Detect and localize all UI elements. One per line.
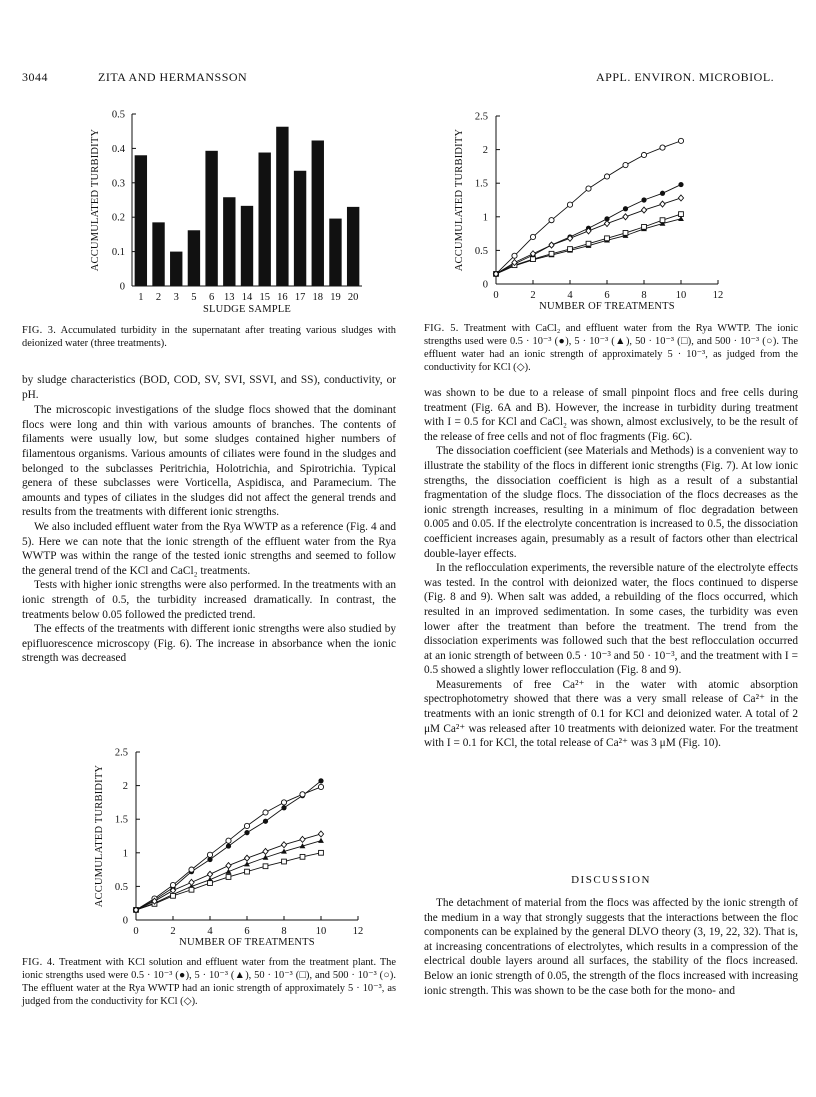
fig5-point-open-diamond [678,195,683,201]
running-journal: APPL. ENVIRON. MICROBIOL. [596,70,775,84]
discussion-paragraph: The detachment of material from the flocs was affected by the ionic strength of the medium in a way that strongly suggests that the interactions between the floc components can be explained by the general DLVO theory (3, 19, 22, 32). That is, at increasing concentrations of electrolytes, which results in a compression of the electrical double layers around all surfaces, the stability of the flocs increased. Below an ionic strength of 0.05, the strength of the flocs increased with increasing ionic strength. This was shown to be the case both for the mono- and [424,897,798,997]
fig5-line-chart [448,108,738,318]
fig3-caption-text: Accumulated turbidity in the supernatant after treating various sludges with deionized water (three treatments). [22,325,396,349]
fig4-x-tick-label: 8 [281,926,287,937]
fig4-point-filled-circle [263,819,268,824]
fig5-x-tick-label: 8 [641,290,647,301]
fig5-point-open-square [531,257,536,262]
fig5-point-filled-circle [623,206,628,211]
fig3-caption [22,324,396,350]
right-paragraph-4: Measurements of free Ca²⁺ in the water with atomic absorption spectrophotometry showed that there was a very small release of Ca²⁺ in the treatments with an ionic strength of 0.1 for KCl and deionized water. A total of 2 μM Ca²⁺ was released after 10 treatments with deionized water. For the treatment with I = 0.1 for KCl, the total release of Ca²⁺ was 3 μM (Fig. 10). [424,678,798,750]
fig4-y-tick-label: 0 [122,915,128,927]
fig5-point-filled-circle [678,182,683,187]
fig3-x-tick-label: 17 [294,292,306,303]
fig3-x-tick-label: 15 [259,292,270,303]
fig5-point-open-circle [530,234,535,239]
fig3-x-tick-label: 16 [277,292,288,303]
fig4-point-open-square [226,875,231,880]
fig4-point-open-diamond [318,831,323,837]
fig4-point-filled-circle [226,843,231,848]
left-column-text [22,373,396,666]
fig5-point-open-circle [567,202,572,207]
fig3-x-tick-label: 13 [224,292,235,303]
fig4-line-chart [88,744,378,949]
fig4-y-tick-label: 0.5 [114,881,128,893]
fig4-point-open-square [171,893,176,898]
fig3-y-tick-label: 0.4 [111,143,125,155]
fig4-point-open-circle [189,867,194,872]
fig5-x-axis-label: NUMBER OF TREATMENTS [539,301,675,312]
fig5-y-tick-label: 0.5 [474,245,488,257]
page-number: 3044 [22,70,48,84]
right-paragraph-3: In the reflocculation experiments, the reversible nature of the electrolyte effects was tested. In the control with deionized water, the flocs continued to disperse (Fig. 8 and 9). When salt was added, a rebuilding of the flocs occurred, which resulted in an improved sedimentation. In some cases, the turbidity was even lower after the treatment than before the treatment. The trend from the dissociation experiments was followed such that the best reflocculation occurred at an ionic strength of between 0.5 · 10⁻³ and 50 · 10⁻³, and the treatment with I = 0.5 showed a slightly lower reflocculation (Fig. 8 and 9). [424,562,798,677]
fig4-x-tick-label: 4 [207,926,213,937]
fig4-caption [22,956,396,1008]
fig3-y-tick-label: 0.2 [111,212,125,224]
fig5-point-open-circle [549,218,554,223]
fig5-x-tick-label: 6 [604,290,610,301]
fig3-bar-2 [152,222,164,286]
fig5-point-open-diamond [623,214,628,220]
fig5-y-tick-label: 2.5 [474,111,488,123]
fig4-point-open-square [189,887,194,892]
fig5-point-open-square [568,247,573,252]
fig3-bar-19 [329,219,341,286]
fig3-bar-13 [223,197,235,286]
fig5-point-open-square [679,212,684,217]
fig5-x-tick-label: 0 [493,290,499,301]
fig5-point-filled-circle [641,197,646,202]
fig4-point-open-circle [244,823,249,828]
fig5-x-tick-label: 10 [675,290,687,301]
discussion-text [424,896,798,998]
fig5-point-open-circle [678,138,683,143]
fig5-y-axis-label: ACCUMULATED TURBIDITY [454,128,465,272]
fig4-point-open-diamond [244,855,249,861]
fig4-point-filled-triangle [318,838,324,843]
fig3-bar-chart [82,102,382,320]
fig5-caption [424,322,798,374]
fig3-y-tick-label: 0.3 [111,178,125,190]
fig4-point-open-circle [300,792,305,797]
fig5-y-tick-label: 2 [482,145,488,157]
fig3-bar-15 [259,153,271,286]
fig5-point-open-square [623,231,628,236]
fig5-point-open-square [549,251,554,256]
fig4-x-tick-label: 0 [133,926,139,937]
left-paragraph-3: We also included effluent water from the Rya WWTP as a reference (Fig. 4 and 5). Here we can note that the ionic strength of the effluent water from the Rya WWTP was within the range of the tested ionic strengths and seemed to follow the general trend of the KCl and CaCl₂ treatments. [22,520,396,577]
fig5-point-open-square [660,218,665,223]
fig5-x-tick-label: 2 [530,290,536,301]
fig5-point-open-square [586,241,591,246]
fig5-caption-label: FIG. 5. [424,323,459,334]
fig3-bar-18 [312,140,324,286]
discussion-heading: DISCUSSION [571,874,651,886]
fig4-point-open-square [208,881,213,886]
fig3-bar-6 [205,151,217,286]
fig5-point-open-circle [660,145,665,150]
fig4-point-open-diamond [281,842,286,848]
fig3-y-tick-label: 0.5 [111,109,125,121]
fig5-point-open-diamond [604,221,609,227]
fig4-point-open-circle [318,784,323,789]
left-paragraph-4: Tests with higher ionic strengths were also performed. In the treatments with an ionic strength of 0.5, the turbidity increased dramatically. In contrast, the treatments below 0.05 followed the predicted trend. [22,579,396,621]
fig4-series-line-open-square [136,853,321,910]
fig3-y-tick-label: 0.1 [111,247,125,259]
fig3-x-tick-label: 5 [191,292,197,303]
fig4-point-open-diamond [207,871,212,877]
fig4-point-open-square [245,869,250,874]
left-paragraph-2: The microscopic investigations of the sludge flocs showed that the dominant flocs were long and thin with various amounts of branches. The contents of filaments were usually low, but some sludges contained higher numbers of filamentous organisms. Various amounts of ciliates were found in the sludges and belonged to the subclasses Peritrichia, Holotrichia, and Spirotrichia. Typical genera of these subclasses were Vorticella, Aspidisca, and Paramecium. The amounts and types of ciliates in the sludges did not affect the general trends and results from the treatments with different ionic strengths. [22,404,396,519]
running-authors: ZITA AND HERMANSSON [98,70,248,84]
fig3-x-tick-label: 18 [312,292,324,303]
fig5-point-open-circle [641,152,646,157]
fig4-point-open-diamond [300,836,305,842]
fig4-point-open-circle [226,838,231,843]
fig3-x-tick-label: 1 [138,292,144,303]
fig4-point-filled-circle [244,830,249,835]
fig3-bar-20 [347,207,359,286]
fig4-x-tick-label: 2 [170,926,176,937]
fig5-x-tick-label: 4 [567,290,573,301]
fig3-bar-14 [241,206,253,286]
fig3-x-tick-label: 20 [347,292,359,303]
fig3-y-tick-label: 0 [119,281,125,293]
fig3-x-tick-label: 2 [155,292,162,303]
fig4-point-open-diamond [226,863,231,869]
fig3-x-tick-label: 19 [330,292,341,303]
fig4-caption-label: FIG. 4. [22,957,56,968]
fig5-point-open-square [605,236,610,241]
fig3-bar-16 [276,127,288,286]
fig4-point-open-square [263,864,268,869]
fig4-point-filled-circle [281,805,286,810]
fig5-point-open-diamond [660,201,665,207]
fig5-point-open-square [642,224,647,229]
fig5-point-open-circle [586,186,591,191]
fig5-point-open-circle [512,253,517,258]
fig4-point-open-circle [281,800,286,805]
fig4-y-tick-label: 2 [122,781,128,793]
fig5-y-tick-label: 0 [482,279,488,291]
fig3-bar-1 [135,155,147,286]
fig5-point-open-diamond [641,207,646,213]
fig4-y-tick-label: 1 [122,848,128,860]
fig3-x-tick-label: 6 [208,292,215,303]
right-column-text [424,386,798,751]
fig4-y-axis-label: ACCUMULATED TURBIDITY [94,764,105,908]
left-paragraph-5: The effects of the treatments with different ionic strengths were also studied by epifluorescence microscopy (Fig. 6). The increase in absorbance when the ionic strength was decreased [22,623,396,665]
fig4-x-tick-label: 10 [315,926,327,937]
fig4-point-open-diamond [263,848,268,854]
fig5-y-tick-label: 1.5 [474,178,488,190]
fig3-x-axis-label: SLUDGE SAMPLE [202,304,292,315]
fig4-caption-text: Treatment with KCl solution and effluent water from the treatment plant. The ionic strengths used were 0.5 · 10⁻³ (●), 5 · 10⁻³ (▲), 50 · 10⁻³ (□), and 500 · 10⁻³ (○). The effluent water at the Rya WWTP had an ionic strength of approximately 5 · 10⁻³, as judged from the conductivity for KCl (◇). [22,957,396,1007]
fig3-x-tick-label: 3 [173,292,179,303]
fig4-point-filled-circle [318,778,323,783]
fig3-bar-17 [294,171,306,286]
fig3-y-axis-label: ACCUMULATED TURBIDITY [90,128,101,272]
fig5-point-open-diamond [549,242,554,248]
left-paragraph-1: by sludge characteristics (BOD, COD, SV, SVI, SSVI, and SS), conductivity, or pH. [22,374,396,401]
fig5-point-open-circle [604,174,609,179]
fig4-point-open-diamond [189,879,194,885]
fig4-point-open-circle [263,810,268,815]
fig3-x-tick-label: 14 [241,292,253,303]
fig4-y-tick-label: 1.5 [114,814,128,826]
fig4-point-open-square [282,859,287,864]
fig4-point-open-square [300,854,305,859]
fig4-y-tick-label: 2.5 [114,747,128,759]
fig5-point-filled-circle [660,191,665,196]
fig4-point-open-square [319,850,324,855]
fig5-y-tick-label: 1 [482,212,488,224]
fig5-point-open-circle [623,162,628,167]
fig5-caption-text: Treatment with CaCl₂ and effluent water from the Rya WWTP. The ionic strengths used were 0.5 · 10⁻³ (●), 5 · 10⁻³ (▲), 50 · 10⁻³ (□), and 500 · 10⁻³ (○). The effluent water had an ionic strength of approximately 5 · 10⁻³, as judged from the conductivity for KCl (◇). [424,323,798,373]
fig3-bar-3 [170,252,182,286]
fig3-caption-label: FIG. 3. [22,325,57,336]
fig4-point-open-circle [207,852,212,857]
fig3-bar-5 [188,230,200,286]
right-paragraph-2: The dissociation coefficient (see Materials and Methods) is a convenient way to illustrate the stability of the flocs in different ionic strengths (Fig. 7). At low ionic strengths, the dissociation coefficient is high as a result of a substantial fragmentation of the sludge flocs. The dissociation of the flocs decreases as the ionic strength increases, resulting in a minimum of floc degradation between 0.005 and 0.05. If the electrolyte concentration is increased to 0.5, the dissociation coefficient increases again, presumably as a result of factors other than electrical double-layer effects. [424,445,798,560]
right-paragraph-1: was shown to be due to a release of small pinpoint flocs and free cells during treatment (Fig. 6A and B). However, the increase in turbidity during treatment with I = 0.5 for KCl and CaCl₂ was shown, almost exclusively, to be the result of the release of free cells and not of floc fragments (Fig. 6C). [424,387,798,443]
fig4-x-axis-label: NUMBER OF TREATMENTS [179,937,315,948]
fig4-x-tick-label: 6 [244,926,250,937]
fig4-x-tick-label: 12 [352,926,364,937]
fig5-x-tick-label: 12 [712,290,724,301]
